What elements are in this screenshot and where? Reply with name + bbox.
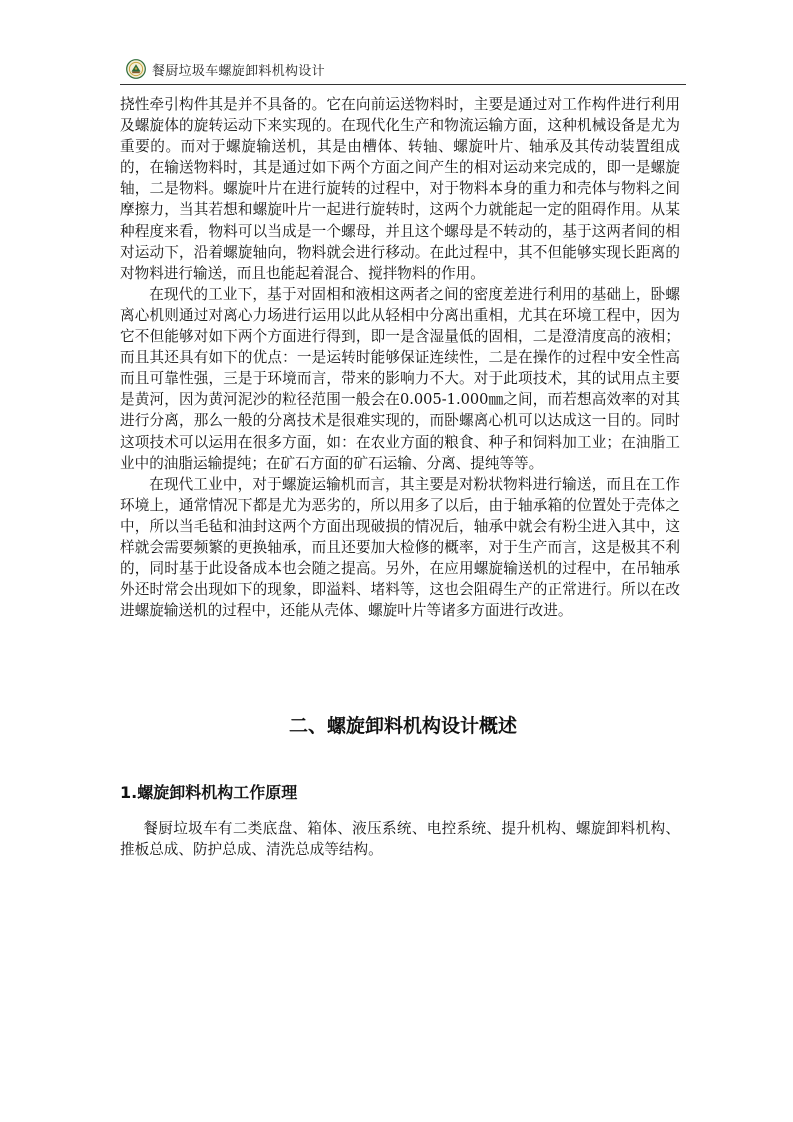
- paragraph-2: 在现代的工业下，基于对固相和液相这两者之间的密度差进行利用的基础上，卧螺离心机则通过对离心力场进行运用以此从轻相中分离出重相，尤其在环境工程中，因为它不但能够对如下两个方面进行得到，即一是含湿量低的固相，二是澄清度高的液相；而且其还具有如下的优点：一是运转时能够保证连续性，二是在操作的过程中安全性高而且可靠性强，三是于环境而言，带来的影响力不大。对于此项技术，其的试用点主要是黄河，因为黄河泥沙的粒径范围一般会在0.005-1.000㎜之间，而若想高效率的对其进行分离，那么一般的分离技术是很难实现的，而卧螺离心机可以达成这一目的。同时这项技术可以运用在很多方面，如：在农业方面的粮食、种子和饲料加工业；在油脂工业中的油脂运输提纯；在矿石方面的矿石运输、分离、提纯等等。: [120, 285, 680, 472]
- body-text: [120, 94, 680, 621]
- university-emblem-icon: [126, 59, 146, 79]
- header-title: 餐厨垃圾车螺旋卸料机构设计: [152, 63, 325, 79]
- page-header: [126, 56, 686, 82]
- section-heading: 二、螺旋卸料机构设计概述: [288, 715, 517, 737]
- paragraph-1: 挠性牵引构件其是并不具备的。它在向前运送物料时，主要是通过对工作构件进行利用及螺旋体的旋转运动下来实现的。在现代化生产和物流运输方面，这种机械设备是尤为重要的。而对于螺旋输送机，其是由槽体、转轴、螺旋叶片、轴承及其传动装置组成的，在输送物料时，其是通过如下两个方面之间产生的相对运动来完成的，即一是螺旋轴，二是物料。螺旋叶片在进行旋转的过程中，对于物料本身的重力和壳体与物料之间摩擦力，当其若想和螺旋叶片一起进行旋转时，这两个力就能起一定的阻碍作用。从某种程度来看，物料可以当成是一个螺母，并且这个螺母是不转动的，基于这两者间的相对运动下，沿着螺旋轴向，物料就会进行移动。在此过程中，其不但能够实现长距离的对物料进行输送，而且也能起着混合、搅拌物料的作用。: [120, 96, 680, 282]
- header-divider: [120, 84, 686, 85]
- subsection-heading: 1.螺旋卸料机构工作原理: [120, 783, 298, 802]
- subsection-paragraph: 餐厨垃圾车有二类底盘、箱体、液压系统、电控系统、提升机构、螺旋卸料机构、推板总成、防护总成、清洗总成等结构。: [120, 820, 680, 859]
- paragraph-3: 在现代工业中，对于螺旋运输机而言，其主要是对粉状物料进行输送，而且在工作环境上，通常情况下都是尤为恶劣的，所以用多了以后，由于轴承箱的位置处于壳体之中，所以当毛毡和油封这两个方面出现破损的情况后，轴承中就会有粉尘进入其中，这样就会需要频繁的更换轴承，而且还要加大检修的概率，对于生产而言，这是极其不利的，同时基于此设备成本也会随之提高。另外，在应用螺旋输送机的过程中，在吊轴承外还时常会出现如下的现象，即溢料、堵料等，这也会阻碍生产的正常进行。所以在改进螺旋输送机的过程中，还能从壳体、螺旋叶片等诸多方面进行改进。: [120, 475, 680, 620]
